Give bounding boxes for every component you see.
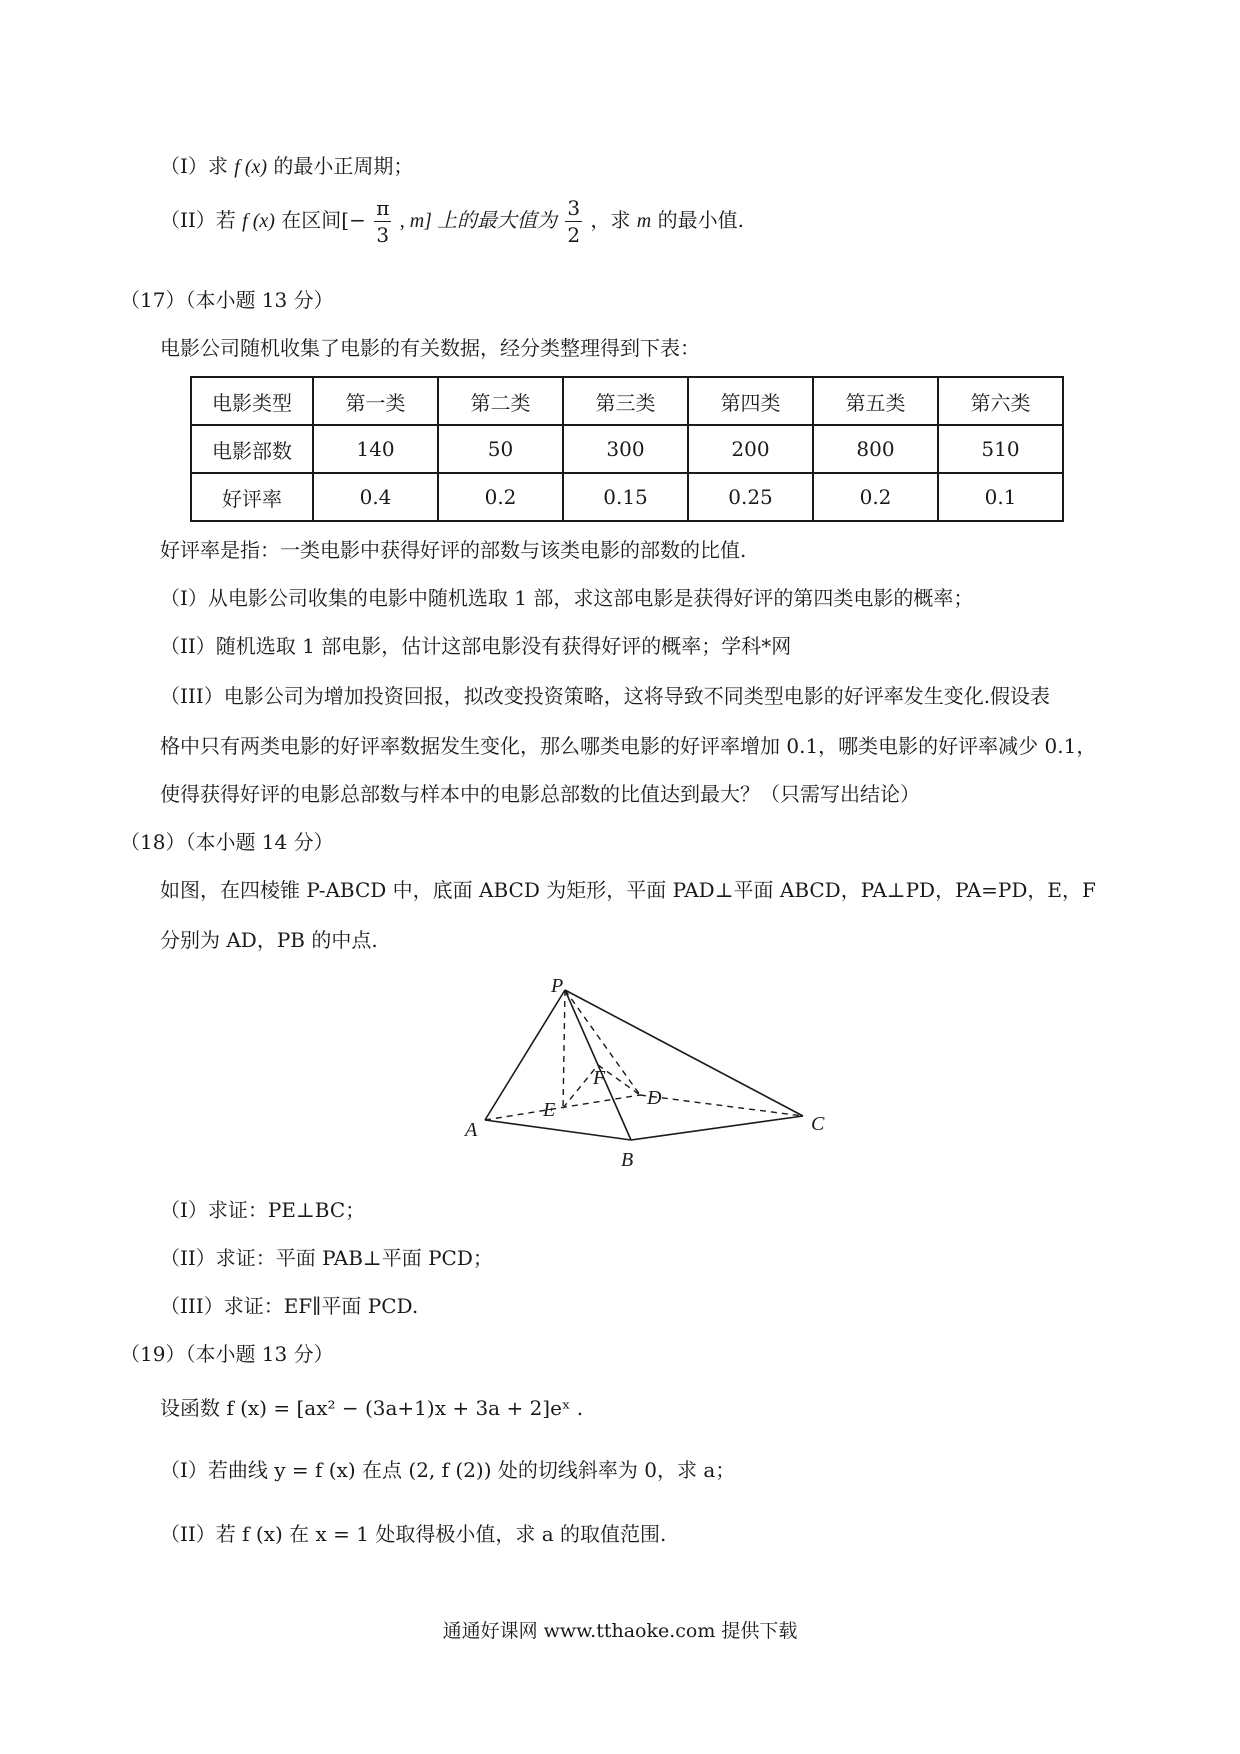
q18-part1: （I）求证：PE⊥BC； [160,1198,366,1222]
q16-part1 [160,152,413,181]
q16-part1-fx: f (x) [234,156,268,178]
table-cell: 0.25 [688,473,813,521]
movie-data-table [190,376,1064,522]
label-A: A [465,1119,478,1141]
table-cell: 0.4 [313,473,438,521]
segment-PE [563,990,565,1108]
label-P: P [551,975,564,997]
q17-part3-line1: （III）电影公司为增加投资回报，拟改变投资策略，这将导致不同类型电影的好评率发生变化.假设表 [160,684,1051,708]
edge-BC [631,1116,803,1140]
q16-part1-label: （I）求 [160,154,228,178]
table-cell: 第四类 [688,377,813,425]
table-cell: 好评率 [191,473,313,521]
q16-max-fraction [565,195,582,248]
label-D: D [647,1087,662,1109]
q18-part3: （III）求证：EF∥平面 PCD. [160,1294,419,1318]
q18-part2: （II）求证：平面 PAB⊥平面 PCD； [160,1246,493,1270]
q17-note: 好评率是指：一类电影中获得好评的部数与该类电影的部数的比值. [160,538,747,562]
table-cell: 第一类 [313,377,438,425]
q16-max-numerator: 3 [567,196,581,220]
table-row [191,425,1063,473]
q16-var-m: m [636,210,652,232]
table-row [191,377,1063,425]
table-cell: 0.15 [563,473,688,521]
table-cell: 140 [313,425,438,473]
table-cell: 0.2 [813,473,938,521]
q18-intro-line2: 分别为 AD，PB 的中点. [160,928,378,952]
table-cell: 510 [938,425,1063,473]
table-cell: 300 [563,425,688,473]
q17-part3-line2: 格中只有两类电影的好评率数据发生变化，那么哪类电影的好评率增加 0.1，哪类电影的好评率减少 0.1， [160,734,1097,758]
q17-intro: 电影公司随机收集了电影的有关数据，经分类整理得到下表： [160,336,700,360]
q18-intro-line1: 如图，在四棱锥 P-ABCD 中，底面 ABCD 为矩形，平面 PAD⊥平面 ABCD，PA⊥PD，PA=PD，E，F [160,878,1096,902]
table-cell: 第三类 [563,377,688,425]
q17-part1: （I）从电影公司收集的电影中随机选取 1 部，求这部电影是获得好评的第四类电影的概率； [160,586,974,610]
table-cell: 电影类型 [191,377,313,425]
table-cell: 0.1 [938,473,1063,521]
label-F: F [593,1067,606,1089]
q16-part2-text1: 在区间[− [281,208,366,232]
table-cell: 第二类 [438,377,563,425]
q19-intro: 设函数 f (x) = [ax² − (3a+1)x + 3a + 2]eˣ . [160,1396,584,1420]
label-E: E [543,1099,556,1121]
label-B: B [621,1149,634,1170]
table-cell: 800 [813,425,938,473]
q17-heading: （17）（本小题 13 分） [120,288,334,312]
q16-part2 [160,190,744,251]
q18-heading: （18）（本小题 14 分） [120,830,334,854]
q16-part2-text3: ，求 [590,208,631,232]
q16-part2-text2: , m] 上的最大值为 [399,210,557,232]
table-cell: 50 [438,425,563,473]
table-cell: 第五类 [813,377,938,425]
q16-pi-over-3-fraction [374,195,391,248]
q19-heading: （19）（本小题 13 分） [120,1342,334,1366]
table-cell: 0.2 [438,473,563,521]
table-cell: 第六类 [938,377,1063,425]
label-C: C [811,1113,825,1135]
q19-part1: （I）若曲线 y = f (x) 在点 (2, f (2)) 处的切线斜率为 0，求 a； [160,1458,736,1482]
q16-part2-label: （II）若 [160,208,236,232]
q16-pi-denominator: 3 [376,223,390,247]
q16-pi-numerator: π [376,196,390,220]
q16-part1-text: 的最小正周期； [273,154,414,178]
edge-DC [640,1095,803,1116]
q16-part2-fx: f (x) [242,210,275,232]
q16-max-denominator: 2 [567,223,581,247]
q17-part3-line3: 使得获得好评的电影总部数与样本中的电影总部数的比值达到最大？（只需写出结论） [160,782,920,806]
q19-part2: （II）若 f (x) 在 x = 1 处取得极小值，求 a 的取值范围. [160,1522,667,1546]
table-row [191,473,1063,521]
q16-part2-text4: 的最小值. [657,208,744,232]
table-cell: 200 [688,425,813,473]
edge-AB [485,1120,631,1140]
q17-part2: （II）随机选取 1 部电影，估计这部电影没有获得好评的概率；学科*网 [160,634,792,658]
edge-PC [565,990,803,1116]
table-cell: 电影部数 [191,425,313,473]
pyramid-figure [455,970,855,1170]
page-footer: 通通好课网 www.tthaoke.com 提供下载 [442,1620,798,1642]
